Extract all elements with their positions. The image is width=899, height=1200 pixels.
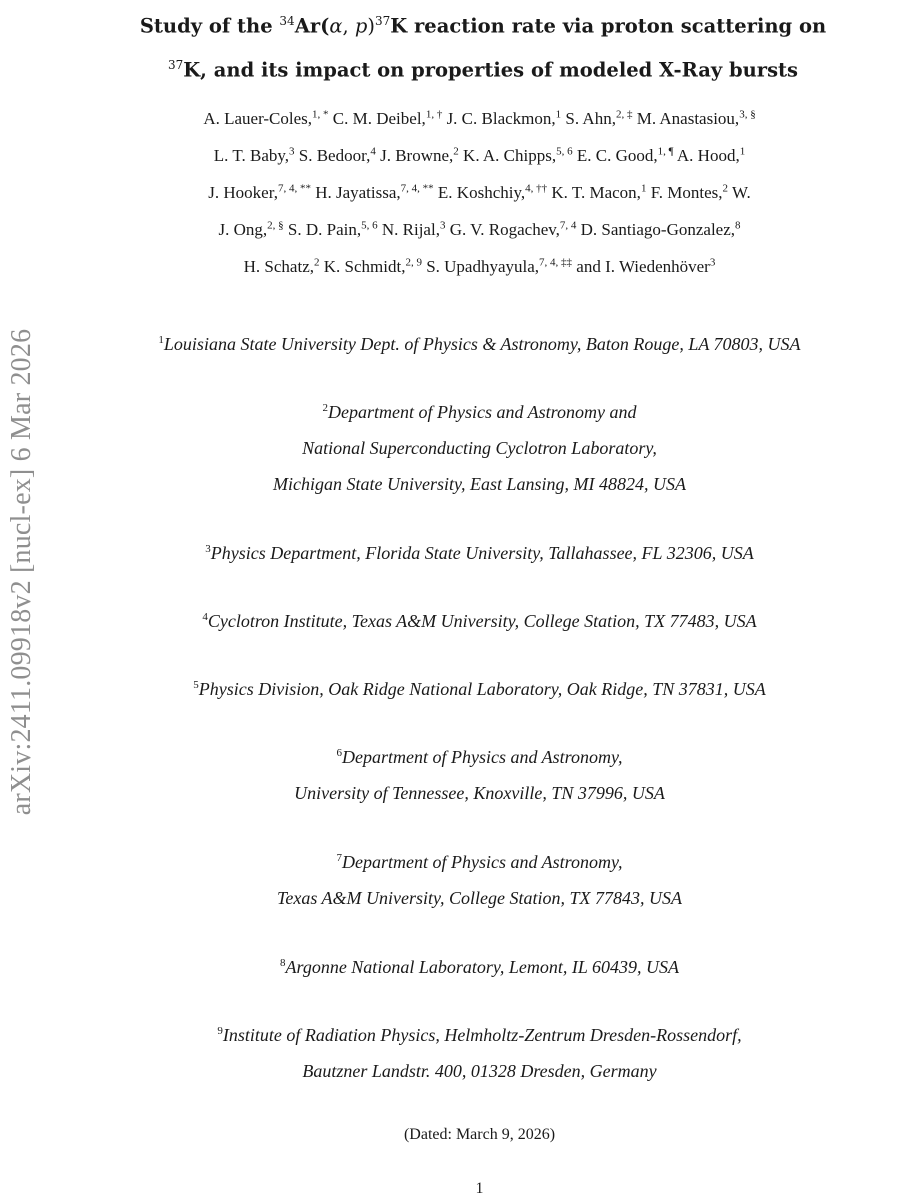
affiliation-number: 2 [322, 402, 328, 414]
author-line [60, 137, 899, 174]
author-name: W. [728, 183, 751, 202]
author-line [60, 174, 899, 211]
author-name: H. Schatz, [243, 257, 314, 276]
author-affiliation-marker: 1, ¶ [657, 145, 674, 158]
affiliation-line [60, 671, 899, 707]
author-name: N. Rijal, [377, 220, 440, 239]
author-name: H. Jayatissa, [310, 183, 401, 202]
author-line [60, 211, 899, 248]
author-name: J. C. Blackmon, [442, 109, 556, 128]
affiliation-line [60, 326, 899, 362]
author-affiliation-marker: 4, †† [525, 182, 548, 195]
affiliation-text: Texas A&M University, College Station, TX 77843, USA [277, 888, 682, 908]
affiliation-text: National Superconducting Cyclotron Laboratory, [302, 438, 657, 458]
author-affiliation-marker: 2, ‡ [615, 108, 633, 121]
affiliation-3 [60, 535, 899, 571]
author-line [60, 100, 899, 137]
affiliation-1 [60, 326, 899, 362]
affiliation-line [60, 603, 899, 639]
author-affiliation-marker: 3 [709, 256, 716, 269]
affiliation-6 [60, 739, 899, 811]
arxiv-identifier-stamp [0, 0, 40, 1200]
author-affiliation-marker: 2, 9 [405, 256, 422, 269]
author-name: J. Hooker, [208, 183, 278, 202]
author-affiliation-marker: 1, * [312, 108, 329, 121]
affiliation-5 [60, 671, 899, 707]
affiliation-number: 5 [193, 679, 199, 691]
affiliation-line [60, 466, 899, 502]
author-affiliation-marker: 1 [739, 145, 746, 158]
author-name: G. V. Rogachev, [445, 220, 560, 239]
affiliation-text: Louisiana State University Dept. of Physics & Astronomy, Baton Rouge, LA 70803, USA [163, 334, 801, 354]
author-name: J. Ong, [218, 220, 268, 239]
author-affiliation-marker: 3 [289, 145, 295, 158]
affiliation-8 [60, 949, 899, 985]
author-name: K. T. Macon, [547, 183, 641, 202]
author-name: J. Browne, [375, 146, 454, 165]
arxiv-id-text: arXiv:2411.09918v2 [nucl-ex] 6 Mar 2026 [6, 328, 37, 816]
affiliation-2 [60, 394, 899, 502]
affiliation-line [60, 1053, 899, 1089]
affiliation-text: Argonne National Laboratory, Lemont, IL 60439, USA [285, 957, 680, 977]
author-affiliation-marker: 1, † [425, 108, 443, 121]
author-name: M. Anastasiou, [632, 109, 740, 128]
affiliation-number: 4 [202, 611, 208, 623]
author-line [60, 248, 899, 285]
affiliation-text: Physics Division, Oak Ridge National Laboratory, Oak Ridge, TN 37831, USA [198, 679, 766, 699]
author-name: C. M. Deibel, [328, 109, 426, 128]
author-list [60, 100, 899, 285]
paper-page [60, 0, 899, 1200]
author-name: S. Ahn, [561, 109, 616, 128]
affiliation-number: 3 [205, 543, 211, 555]
paper-title [93, 2, 873, 89]
author-name: S. D. Pain, [283, 220, 362, 239]
affiliation-text: Department of Physics and Astronomy, [342, 852, 623, 872]
author-affiliation-marker: 5, 6 [556, 145, 573, 158]
affiliation-7 [60, 844, 899, 916]
title-line-1: Study of the $^{34}$Ar(α, p)$^{37}$K reaction rate via proton scattering on [139, 14, 827, 38]
author-name: F. Montes, [646, 183, 723, 202]
affiliation-text: University of Tennessee, Knoxville, TN 37996, USA [294, 783, 665, 803]
author-name: K. A. Chipps, [458, 146, 557, 165]
author-name: and I. Wiedenhöver [572, 257, 710, 276]
author-affiliation-marker: 7, 4 [559, 219, 577, 232]
affiliation-line [60, 535, 899, 571]
author-name: A. Hood, [673, 146, 740, 165]
author-name: E. Koshchiy, [433, 183, 526, 202]
title-line-2: $^{37}$K, and its impact on properties of modeled X-Ray bursts [167, 57, 799, 81]
affiliation-text: Department of Physics and Astronomy, [342, 747, 623, 767]
author-affiliation-marker: 1 [555, 108, 562, 121]
affiliation-text: Institute of Radiation Physics, Helmholtz-Zentrum Dresden-Rossendorf, [222, 1025, 742, 1045]
author-name: S. Bedoor, [294, 146, 371, 165]
author-name: S. Upadhyayula, [421, 257, 540, 276]
affiliation-text: Cyclotron Institute, Texas A&M University, College Station, TX 77483, USA [207, 611, 757, 631]
affiliation-text: Bautzner Landstr. 400, 01328 Dresden, Germany [302, 1061, 657, 1081]
affiliation-number: 7 [336, 852, 342, 864]
affiliation-number: 6 [336, 747, 342, 759]
dated-line: (Dated: March 9, 2026) [403, 1126, 556, 1143]
author-affiliation-marker: 2 [314, 256, 320, 269]
author-affiliation-marker: 3, § [739, 108, 756, 121]
affiliation-text: Michigan State University, East Lansing, MI 48824, USA [273, 474, 686, 494]
affiliation-number: 9 [217, 1025, 223, 1037]
affiliation-number: 1 [158, 334, 164, 346]
author-affiliation-marker: 5, 6 [361, 219, 378, 232]
affiliation-line [60, 775, 899, 811]
author-name: L. T. Baby, [213, 146, 290, 165]
author-affiliation-marker: 2 [453, 145, 459, 158]
affiliation-line [60, 739, 899, 775]
author-affiliation-marker: 7, 4, ** [400, 182, 434, 195]
affiliation-line [60, 430, 899, 466]
affiliation-line [60, 394, 899, 430]
affiliation-4 [60, 603, 899, 639]
author-affiliation-marker: 8 [735, 219, 741, 232]
author-affiliation-marker: 3 [439, 219, 446, 232]
affiliation-text: Department of Physics and Astronomy and [328, 402, 637, 422]
author-affiliation-marker: 2 [722, 182, 729, 195]
affiliation-line [60, 844, 899, 880]
author-affiliation-marker: 7, 4, ‡‡ [539, 256, 573, 269]
author-name: D. Santiago-Gonzalez, [576, 220, 736, 239]
author-name: E. C. Good, [572, 146, 658, 165]
affiliation-number: 8 [279, 957, 286, 969]
affiliation-text: Physics Department, Florida State University, Tallahassee, FL 32306, USA [210, 543, 754, 563]
author-affiliation-marker: 1 [640, 182, 647, 195]
author-affiliation-marker: 7, 4, ** [277, 182, 311, 195]
author-name: A. Lauer-Coles, [203, 109, 313, 128]
affiliation-line [60, 1017, 899, 1053]
author-affiliation-marker: 4 [370, 145, 376, 158]
affiliation-line [60, 880, 899, 916]
page-number: 1 [475, 1180, 484, 1197]
author-affiliation-marker: 2, § [267, 219, 284, 232]
affiliation-9 [60, 1017, 899, 1089]
author-name: K. Schmidt, [319, 257, 406, 276]
affiliation-line [60, 949, 899, 985]
